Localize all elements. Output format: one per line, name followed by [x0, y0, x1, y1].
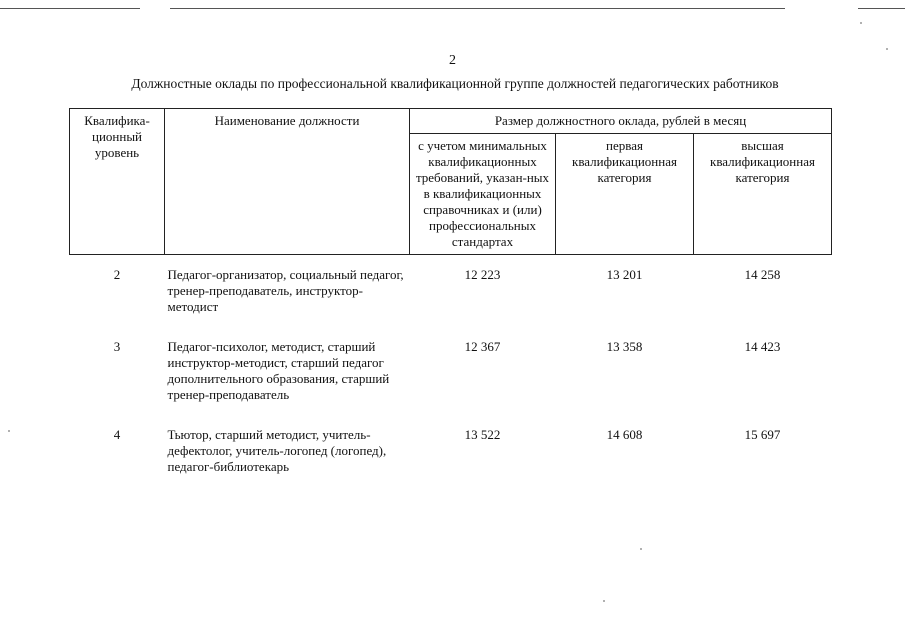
- row-position: Педагог-организатор, социальный педагог, тренер-преподаватель, инструктор-методист: [167, 267, 404, 314]
- row-base-salary: 12 367: [464, 339, 501, 354]
- row-level: 4: [113, 427, 121, 442]
- row-highest-salary: 14 423: [744, 339, 781, 354]
- header-base: с учетом минимальных квалификационных требований, указан-ных в квалификационных справочниках и (или) профессиональных стандартах: [410, 134, 556, 255]
- row-position: Педагог-психолог, методист, старший инструктор-методист, старший педагог дополнительного образования, старший тренер-преподаватель: [167, 339, 390, 402]
- top-rule: [0, 8, 140, 9]
- header-position: Наименование должности: [165, 109, 410, 255]
- header-highest: высшая квалификационная категория: [694, 134, 832, 255]
- scan-speck: [8, 430, 10, 432]
- row-level: 3: [113, 339, 121, 354]
- document-title: Должностные оклады по профессиональной квалификационной группе должностей педагогических работников: [131, 76, 779, 91]
- table-row: [70, 255, 832, 328]
- scan-speck: [860, 22, 862, 24]
- top-rule: [858, 8, 905, 9]
- row-level: 2: [113, 267, 121, 282]
- row-position: Тьютор, старший методист, учитель-дефектолог, учитель-логопед (логопед), педагог-библиотекарь: [167, 427, 387, 474]
- scan-speck: [640, 548, 642, 550]
- row-base-salary: 12 223: [464, 267, 501, 282]
- table-row: [70, 327, 832, 415]
- scan-speck: [886, 48, 888, 50]
- table-row: [70, 415, 832, 487]
- row-highest-salary: 15 697: [744, 427, 781, 442]
- row-base-salary: 13 522: [464, 427, 501, 442]
- scan-speck: [603, 600, 605, 602]
- header-first: первая квалификационная категория: [556, 134, 694, 255]
- header-level: Квалифика-ционный уровень: [70, 109, 165, 255]
- row-first-salary: 13 358: [606, 339, 643, 354]
- row-highest-salary: 14 258: [744, 267, 781, 282]
- top-rule: [170, 8, 785, 9]
- row-first-salary: 14 608: [606, 427, 643, 442]
- page-number: 2: [449, 53, 456, 68]
- table-header-row: [70, 109, 832, 134]
- salary-table: [69, 108, 832, 487]
- header-salary-group: Размер должностного оклада, рублей в месяц: [410, 109, 832, 134]
- row-first-salary: 13 201: [606, 267, 643, 282]
